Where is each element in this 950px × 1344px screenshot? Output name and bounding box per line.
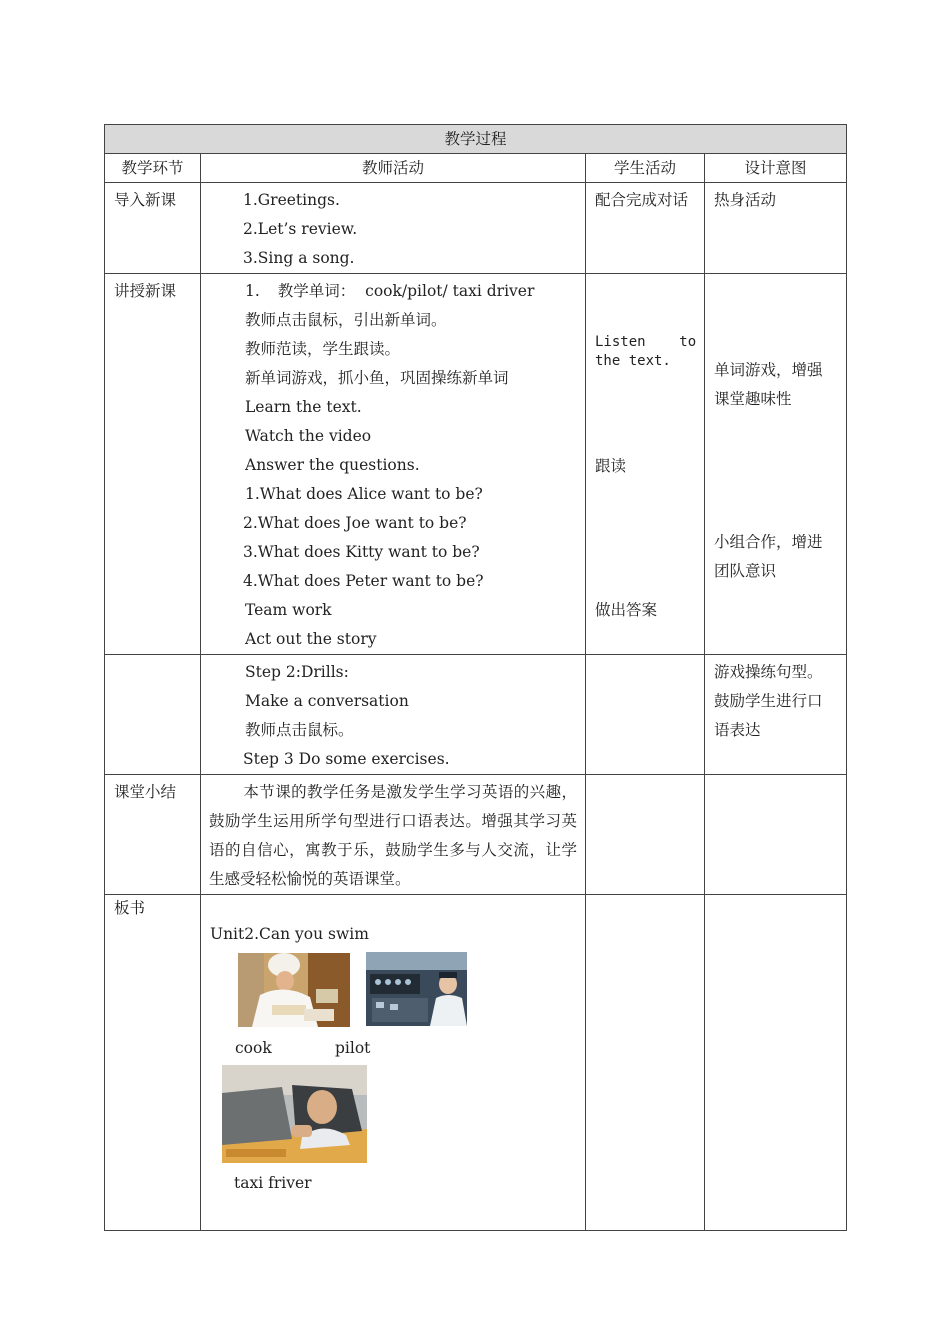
table-row xyxy=(105,655,847,775)
stage-label: 板书 xyxy=(114,899,146,917)
header-teacher-activity: 教师活动 xyxy=(201,154,586,183)
intent-text: 语表达 xyxy=(714,721,761,739)
pilot-image xyxy=(366,952,467,1026)
teacher-line: Learn the text. xyxy=(245,398,362,416)
stage-cell xyxy=(105,775,201,895)
student-text: 跟读 xyxy=(595,457,627,475)
stage-label: 导入新课 xyxy=(114,191,177,209)
lesson-process-table xyxy=(104,124,847,1231)
student-text: Listen to xyxy=(595,334,697,350)
student-text: 做出答案 xyxy=(595,601,658,619)
student-cell xyxy=(586,183,705,274)
intent-text: 鼓励学生进行口 xyxy=(714,692,823,710)
teacher-line: 教师点击鼠标。 xyxy=(245,721,354,739)
board-title: Unit2.Can you swim xyxy=(210,925,369,943)
intent-cell xyxy=(705,183,847,274)
student-cell xyxy=(586,775,705,895)
teacher-line: Team work xyxy=(245,601,332,619)
stage-label: 课堂小结 xyxy=(114,783,177,801)
student-cell xyxy=(586,895,705,1231)
table-row xyxy=(105,895,847,1231)
stage-label: 讲授新课 xyxy=(114,282,177,300)
table-row xyxy=(105,274,847,655)
stage-cell xyxy=(105,183,201,274)
cook-image xyxy=(238,953,350,1027)
intent-cell xyxy=(705,274,847,655)
stage-cell xyxy=(105,655,201,775)
taxi-driver-label: taxi friver xyxy=(234,1174,312,1192)
teacher-line: 2.What does Joe want to be? xyxy=(243,514,467,532)
teacher-line xyxy=(210,277,577,306)
vocabulary-item: 教学单词： cook/pilot/ taxi driver xyxy=(277,282,535,300)
teacher-line: 1.What does Alice want to be? xyxy=(245,485,483,503)
summary-text: 本节课的教学任务是激发学生学习英语的兴趣，鼓励学生运用所学句型进行口语表达。增强其学习英语的自信心，寓教于乐，鼓励学生多与人交流，让学生感受轻松愉悦的英语课堂。 xyxy=(209,783,577,888)
intent-cell xyxy=(705,775,847,895)
list-number: 1. xyxy=(245,282,260,300)
teacher-line: Answer the questions. xyxy=(245,456,420,474)
header-stage: 教学环节 xyxy=(105,154,201,183)
header-student-activity: 学生活动 xyxy=(586,154,705,183)
teacher-line: Act out the story xyxy=(245,630,377,648)
table-row xyxy=(105,775,847,895)
student-cell xyxy=(586,274,705,655)
teacher-line: Make a conversation xyxy=(245,692,409,710)
teacher-line: 3.What does Kitty want to be? xyxy=(243,543,480,561)
teacher-line: 新单词游戏，抓小鱼，巩固操练新单词 xyxy=(245,369,509,387)
stage-cell xyxy=(105,274,201,655)
pilot-label: pilot xyxy=(335,1039,371,1057)
header-design-intent: 设计意图 xyxy=(705,154,847,183)
stage-cell xyxy=(105,895,201,1231)
table-title: 教学过程 xyxy=(105,125,847,154)
teacher-line: 4.What does Peter want to be? xyxy=(243,572,484,590)
student-text: 配合完成对话 xyxy=(595,191,689,209)
taxi-driver-image xyxy=(222,1065,367,1163)
intent-text: 团队意识 xyxy=(714,562,777,580)
cook-label: cook xyxy=(235,1039,272,1057)
table-row xyxy=(105,183,847,274)
intent-cell xyxy=(705,655,847,775)
teacher-line: Step 2:Drills: xyxy=(245,663,349,681)
teacher-cell xyxy=(201,655,586,775)
intent-text: 热身活动 xyxy=(714,191,777,209)
teacher-cell xyxy=(201,183,586,274)
teacher-line: 教师点击鼠标，引出新单词。 xyxy=(245,311,447,329)
blackboard-cell xyxy=(201,895,586,1231)
student-cell xyxy=(586,655,705,775)
intent-text: 小组合作，增进 xyxy=(714,533,823,551)
teacher-line: 教师范读，学生跟读。 xyxy=(245,340,401,358)
teacher-line: 2.Let’s review. xyxy=(243,220,358,238)
teacher-line: Step 3 Do some exercises. xyxy=(243,750,450,768)
teacher-cell xyxy=(201,775,586,895)
blackboard-content xyxy=(201,895,585,1229)
intent-text: 单词游戏，增强 xyxy=(714,361,823,379)
teacher-cell xyxy=(201,274,586,655)
intent-cell xyxy=(705,895,847,1231)
teacher-line: 1.Greetings. xyxy=(243,191,340,209)
teacher-line: Watch the video xyxy=(245,427,372,445)
intent-text: 游戏操练句型。 xyxy=(714,663,823,681)
teacher-line: 3.Sing a song. xyxy=(243,249,355,267)
student-text: the text. xyxy=(595,353,671,369)
intent-text: 课堂趣味性 xyxy=(714,390,792,408)
